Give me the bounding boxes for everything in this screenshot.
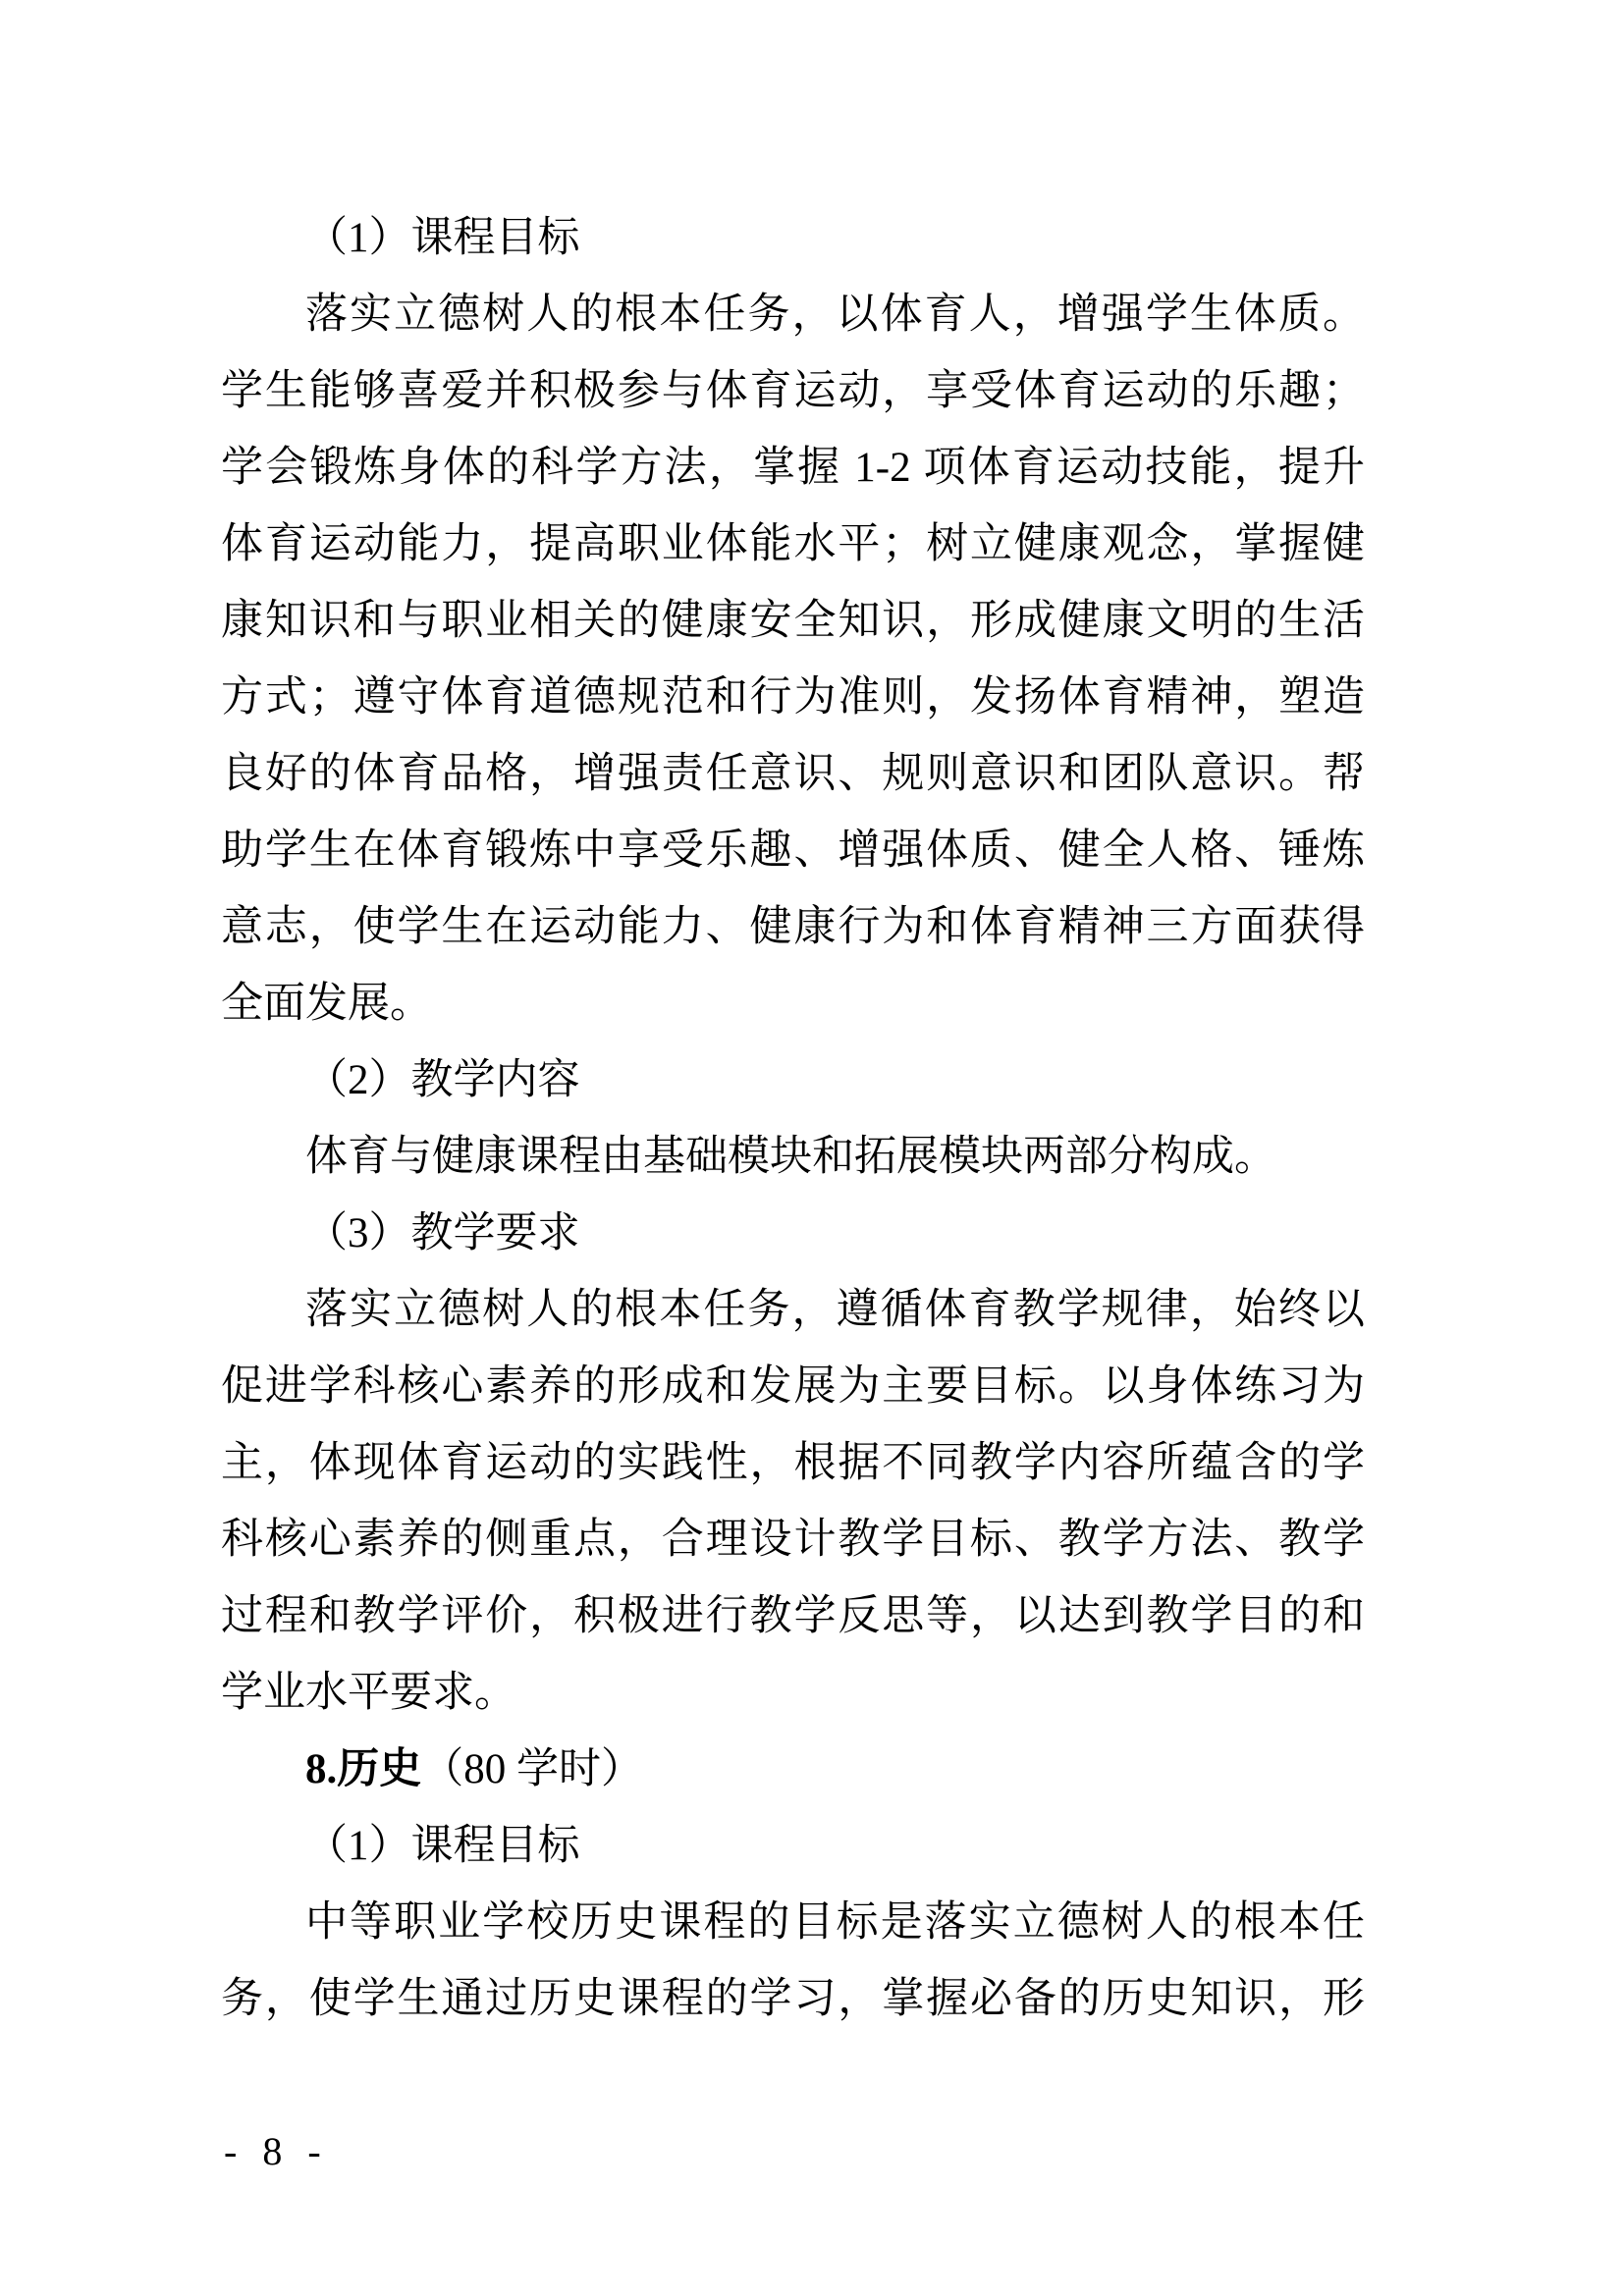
text-line: 中等职业学校历史课程的目标是落实立德树人的根本任: [305, 1899, 1365, 1946]
text-line: 方式；遵守体育道德规范和行为准则，发扬体育精神，塑造: [221, 674, 1365, 721]
text-line: 科核心素养的侧重点，合理设计教学目标、教学方法、教学: [221, 1517, 1365, 1563]
text-line: 意志，使学生在运动能力、健康行为和体育精神三方面获得: [221, 904, 1365, 950]
text-line: 务，使学生通过历史课程的学习，掌握必备的历史知识，形: [221, 1976, 1365, 2022]
text-line: 促进学科核心素养的形成和发展为主要目标。以身体练习为: [221, 1363, 1365, 1410]
text-line: 良好的体育品格，增强责任意识、规则意识和团队意识。帮: [221, 751, 1365, 797]
heading-2-teaching-content: （2）教学内容: [305, 1057, 580, 1103]
text-line: 体育运动能力，提高职业体能水平；树立健康观念，掌握健: [221, 521, 1365, 567]
text-line: 学业水平要求。: [221, 1670, 516, 1716]
heading-1-course-objectives: （1）课程目标: [305, 215, 580, 261]
text-line: 落实立德树人的根本任务，以体育人，增强学生体质。: [305, 292, 1365, 338]
text-line: 落实立德树人的根本任务，遵循体育教学规律，始终以: [305, 1287, 1365, 1333]
history-section-hours: （80 学时）: [421, 1746, 643, 1792]
text-line: 过程和教学评价，积极进行教学反思等，以达到教学目的和: [221, 1593, 1365, 1639]
heading-3-teaching-requirements: （3）教学要求: [305, 1210, 580, 1256]
text-line: 全面发展。: [221, 981, 432, 1027]
text-line: 康知识和与职业相关的健康安全知识，形成健康文明的生活: [221, 598, 1365, 644]
heading-history-section: [221, 1732, 1365, 1808]
text-line: 体育与健康课程由基础模块和拓展模块两部分构成。: [305, 1134, 1276, 1180]
text-line: 学会锻炼身体的科学方法，掌握 1-2 项体育运动技能，提升: [221, 445, 1365, 491]
text-line: 主，体现体育运动的实践性，根据不同教学内容所蕴含的学: [221, 1440, 1365, 1486]
text-line: 学生能够喜爱并积极参与体育运动，享受体育运动的乐趣；: [221, 368, 1365, 414]
history-section-number-title: 8.历史: [305, 1746, 422, 1792]
text-block: [221, 200, 1365, 2038]
heading-history-course-objectives: （1）课程目标: [305, 1823, 580, 1869]
page-number: - 8 -: [224, 2129, 329, 2173]
text-line: 助学生在体育锻炼中享受乐趣、增强体质、健全人格、锤炼: [221, 828, 1365, 874]
